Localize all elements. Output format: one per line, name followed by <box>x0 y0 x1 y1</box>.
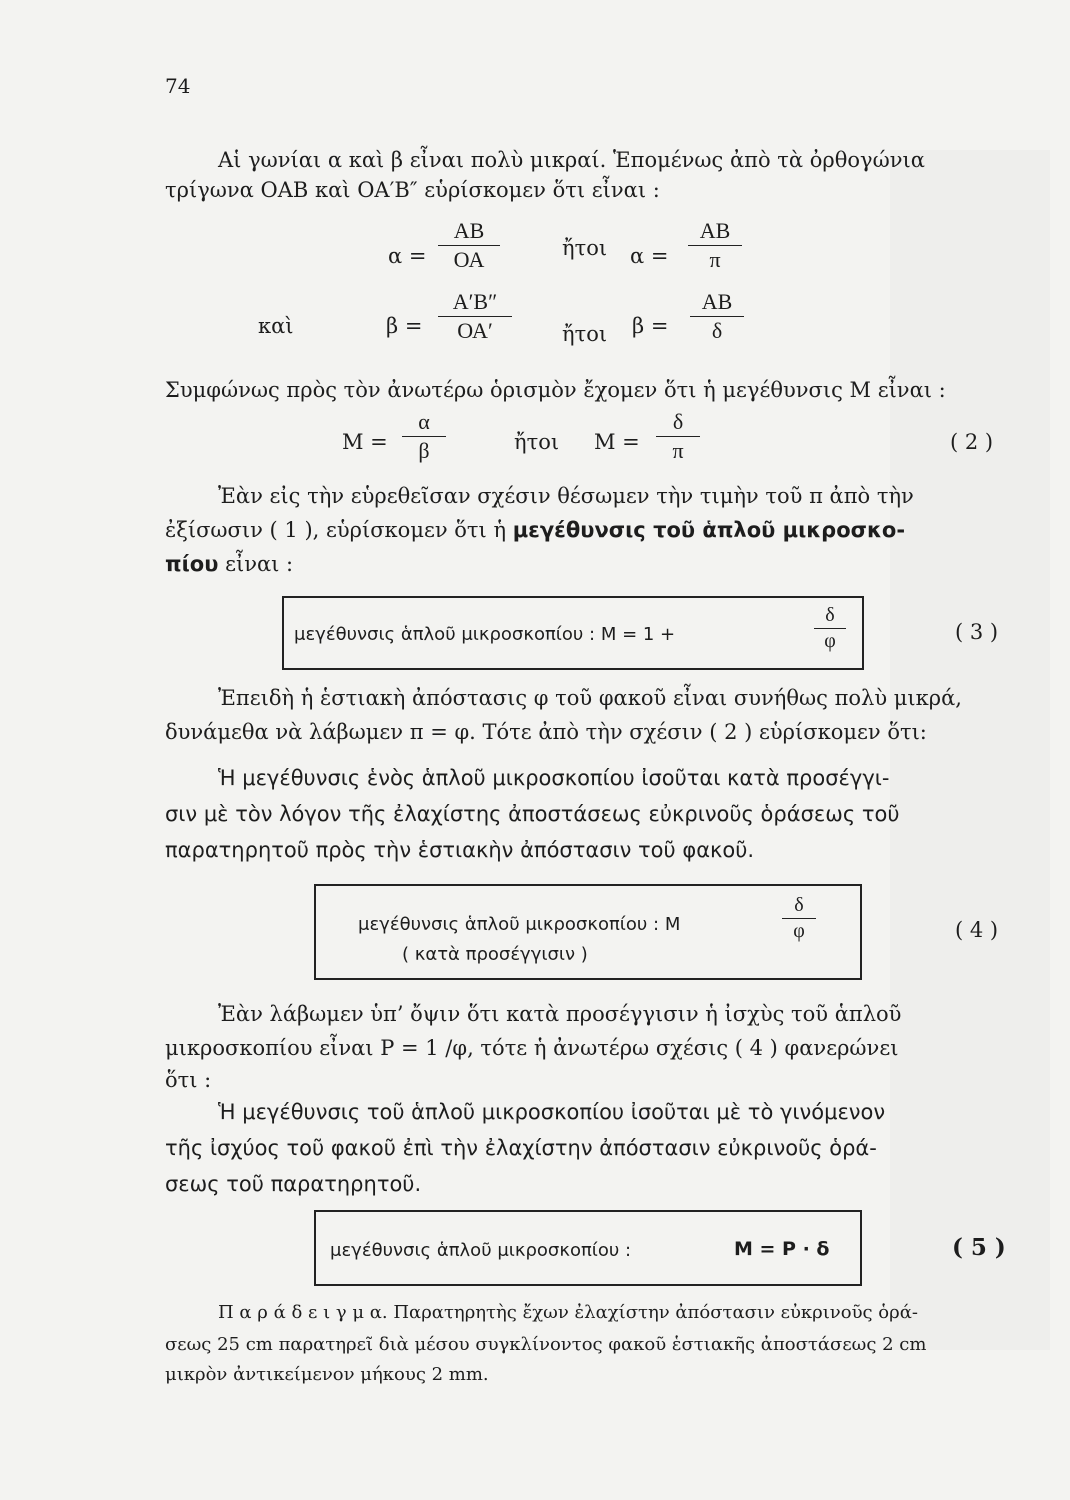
para4-line2: δυνάμεθα νὰ λάβωμεν π = φ. Τότε ἀπὸ τὴν σχέσιν ( 2 ) εὑρίσκομεν ὅτι: <box>165 720 927 744</box>
eq-beta-lhs2: β = <box>632 314 669 338</box>
formula-box-4 <box>314 884 862 980</box>
eq-alpha-frac1-num: ΑΒ <box>453 218 485 243</box>
example-line3: μικρὸν ἀντικείμενον μήκους 2 mm. <box>165 1364 489 1385</box>
fraction-bar <box>438 245 500 246</box>
para3-line1: Ἐὰν εἰς τὴν εὑρεθεῖσαν σχέσιν θέσωμεν τὴν τιμὴν τοῦ π ἀπὸ τὴν <box>218 484 914 508</box>
eq2-frac2-den: π <box>672 438 684 463</box>
fraction-bar <box>814 628 846 629</box>
example-line1 <box>218 1302 918 1323</box>
rule1-line2: σιν μὲ τὸν λόγον τῆς ἐλαχίστης ἀποστάσεως εὐκρινοῦς ὁράσεως τοῦ <box>165 802 900 826</box>
box4-label: ( 4 ) <box>955 918 999 942</box>
para1-line2: τρίγωνα ΟΑΒ καὶ ΟΑ′Β″ εὑρίσκομεν ὅτι εἶναι : <box>165 178 660 202</box>
box4-fraction <box>782 894 816 943</box>
fraction-bar <box>688 245 742 246</box>
box5-formula: Μ = Ρ · δ <box>734 1238 830 1260</box>
box3-label: ( 3 ) <box>955 620 999 644</box>
eq-alpha-frac2-den: π <box>709 247 721 272</box>
rule2-line3: σεως τοῦ παρατηρητοῦ. <box>165 1172 422 1196</box>
fraction-bar <box>438 316 512 317</box>
example-heading: Π α ρ ά δ ε ι γ μ α. <box>218 1302 388 1323</box>
box4-subtext: ( κατὰ προσέγγισιν ) <box>402 944 588 965</box>
fraction-bar <box>656 436 700 437</box>
eq2-lhs2: Μ = <box>594 430 640 454</box>
example-line2: σεως 25 cm παρατηρεῖ διὰ μέσου συγκλίνοντος φακοῦ ἑστιακῆς ἀποστάσεως 2 cm <box>165 1334 927 1355</box>
eq-beta-prefix: καὶ <box>258 314 294 338</box>
para5-line1: Ἐὰν λάβωμεν ὑπ’ ὄψιν ὅτι κατὰ προσέγγισιν ἡ ἰσχὺς τοῦ ἁπλοῦ <box>218 1002 902 1026</box>
eq-beta-frac2-num: ΑΒ <box>701 289 733 314</box>
eq-beta-connector: ἤτοι <box>562 322 608 346</box>
rule1-line3: παρατηρητοῦ πρὸς τὴν ἑστιακὴν ἀπόστασιν τοῦ φακοῦ. <box>165 838 755 862</box>
para1-line1: Αἱ γωνίαι α καὶ β εἶναι πολὺ μικραί. Ἑπομένως ἀπὸ τὰ ὀρθογώνια <box>218 148 925 172</box>
eq-beta-fraction2 <box>690 289 744 344</box>
fraction-bar <box>782 918 816 919</box>
para2: Συμφώνως πρὸς τὸν ἀνωτέρω ὁρισμὸν ἔχομεν ὅτι ἡ μεγέθυνσις Μ εἶναι : <box>165 378 946 402</box>
box4-text: μεγέθυνσις ἁπλοῦ μικροσκοπίου : Μ <box>358 914 681 935</box>
eq2-frac1-num: α <box>418 409 430 434</box>
eq-beta-frac2-den: δ <box>711 318 723 343</box>
eq-beta-lhs: β = <box>386 314 423 338</box>
example-line1-text: Παρατηρητὴς ἔχων ἐλαχίστην ἀπόστασιν εὐκρινοῦς ὁρά- <box>387 1302 918 1323</box>
para3-line3-bold: πίου <box>165 552 219 576</box>
box4-frac-num: δ <box>794 894 804 916</box>
rule2-line2: τῆς ἰσχύος τοῦ φακοῦ ἐπὶ τὴν ἐλαχίστην ἀπόστασιν εὐκρινοῦς ὁρά- <box>165 1136 877 1160</box>
page-number: 74 <box>165 74 191 98</box>
para5-line3: ὅτι : <box>165 1068 212 1092</box>
box3-frac-num: δ <box>825 604 835 626</box>
box5-text: μεγέθυνσις ἁπλοῦ μικροσκοπίου : <box>330 1240 632 1261</box>
rule2-line1: Ἡ μεγέθυνσις τοῦ ἁπλοῦ μικροσκοπίου ἰσοῦται μὲ τὸ γινόμενον <box>218 1100 886 1124</box>
eq-alpha-connector: ἤτοι <box>562 236 608 260</box>
eq-alpha-lhs2: α = <box>630 244 669 268</box>
box5-label: ( 5 ) <box>952 1234 1006 1261</box>
eq-beta-frac1-den: ΟΑ′ <box>457 318 493 343</box>
formula-box-5 <box>314 1210 862 1286</box>
para3-line2 <box>165 518 905 542</box>
formula-box-3 <box>282 596 864 670</box>
rule1-line1: Ἡ μεγέθυνσις ἑνὸς ἁπλοῦ μικροσκοπίου ἰσοῦται κατὰ προσέγγι- <box>218 766 890 790</box>
fraction-bar <box>402 436 446 437</box>
eq2-lhs: Μ = <box>342 430 388 454</box>
fraction-bar <box>690 316 744 317</box>
eq2-frac2-num: δ <box>672 409 684 434</box>
box3-text: μεγέθυνσις ἁπλοῦ μικροσκοπίου : Μ = 1 + <box>294 624 676 645</box>
eq-alpha-frac1-den: ΟΑ <box>453 247 485 272</box>
eq2-fraction1 <box>402 409 446 464</box>
eq-alpha-lhs: α = <box>388 244 427 268</box>
box4-frac-den: φ <box>793 920 805 942</box>
eq-beta-fraction1 <box>438 289 512 344</box>
bleed-through-shade <box>890 150 1050 1350</box>
para5-line2: μικροσκοπίου εἶναι Ρ = 1 /φ, τότε ἡ ἀνωτέρω σχέσις ( 4 ) φανερώνει <box>165 1036 899 1060</box>
eq2-fraction2 <box>656 409 700 464</box>
eq-alpha-fraction2 <box>688 218 742 273</box>
para3-line2-bold: μεγέθυνσις τοῦ ἁπλοῦ μικροσκο- <box>512 518 906 542</box>
eq-alpha-fraction1 <box>438 218 500 273</box>
eq2-label: ( 2 ) <box>950 430 994 454</box>
eq-beta-frac1-num: Α′Β″ <box>452 289 498 314</box>
para3-line3-text: εἶναι : <box>218 552 294 576</box>
box3-frac-den: φ <box>824 630 836 652</box>
eq2-connector: ἤτοι <box>514 430 560 454</box>
box3-fraction <box>814 604 846 653</box>
eq-alpha-frac2-num: ΑΒ <box>699 218 731 243</box>
para4-line1: Ἐπειδὴ ἡ ἑστιακὴ ἀπόστασις φ τοῦ φακοῦ εἶναι συνήθως πολὺ μικρά, <box>218 686 962 710</box>
para3-line3 <box>165 552 293 576</box>
eq2-frac1-den: β <box>418 438 430 463</box>
para3-line2-text: ἐξίσωσιν ( 1 ), εὑρίσκομεν ὅτι ἡ <box>165 518 513 542</box>
